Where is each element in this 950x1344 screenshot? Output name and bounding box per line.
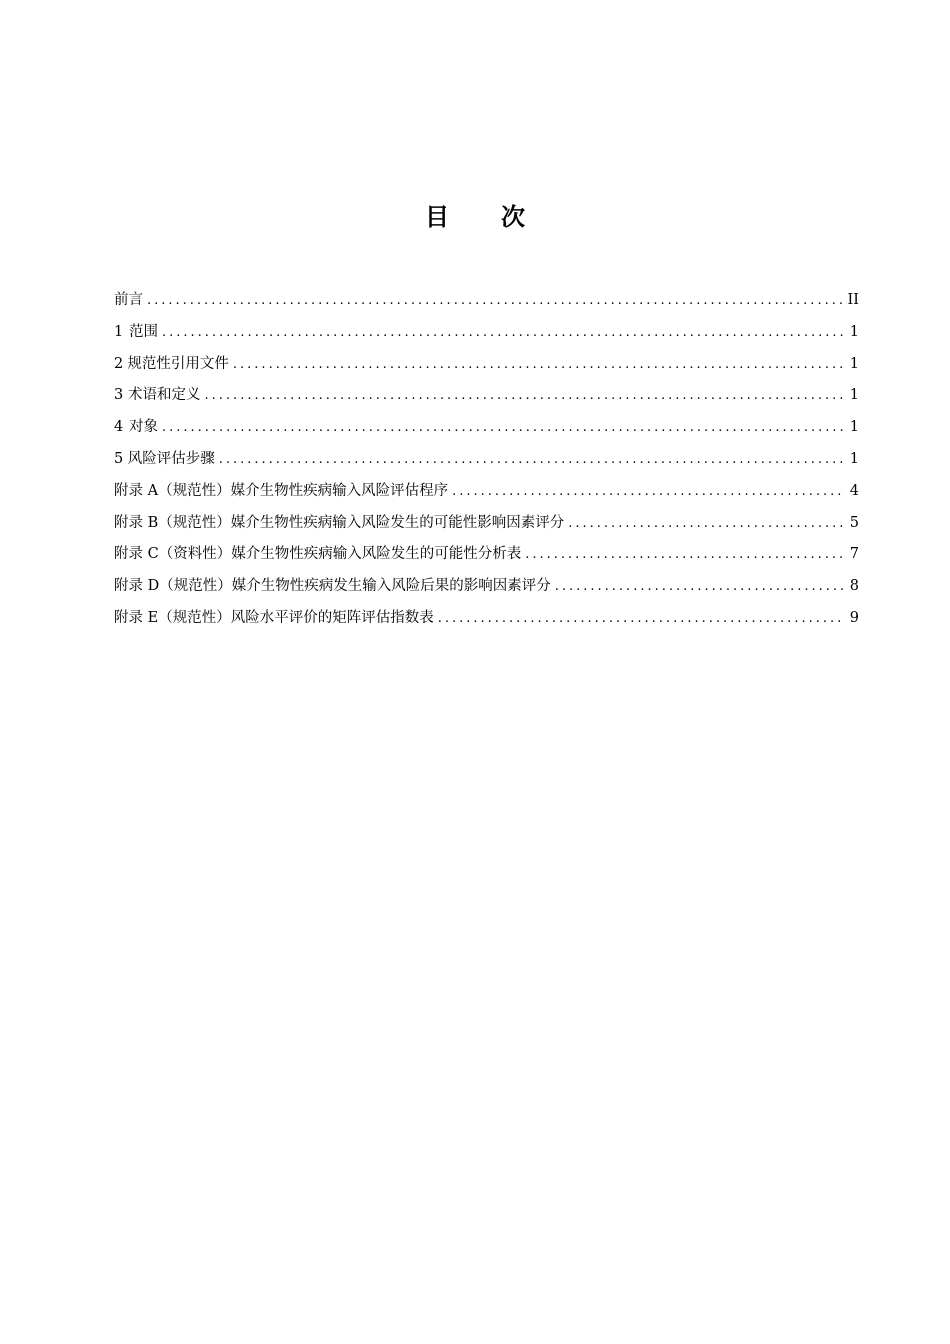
toc-page-number: 5	[849, 514, 859, 531]
toc-leader-dots	[205, 380, 845, 412]
toc-entry-text: 风险评估步骤	[127, 450, 215, 467]
toc-appendix-label: 附录 A（规范性）	[114, 482, 231, 499]
toc-page-number: 1	[849, 387, 859, 404]
toc-entry-number: 2	[114, 355, 124, 372]
toc-entry-text: 前言	[114, 292, 143, 308]
toc-entry-text: 媒介生物性疾病输入风险发生的可能性影响因素评分	[230, 514, 565, 531]
toc-entry-text: 规范性引用文件	[127, 355, 229, 372]
toc-page-number: 1	[849, 355, 859, 372]
toc-entry-foreword[interactable]	[114, 285, 859, 317]
toc-entry-text: 媒介生物性疾病输入风险发生的可能性分析表	[231, 546, 522, 563]
toc-entry-number: 3	[114, 387, 124, 404]
toc-entry-4[interactable]	[114, 412, 859, 444]
toc-entry-number: 4	[114, 419, 124, 436]
toc-leader-dots	[219, 444, 845, 476]
toc-page-number: 1	[849, 450, 859, 467]
toc-entry-appendix-b[interactable]	[114, 508, 859, 540]
toc-entry-text: 术语和定义	[128, 387, 201, 404]
toc-entry-text: 媒介生物性疾病输入风险评估程序	[230, 482, 449, 499]
toc-leader-dots	[555, 571, 845, 603]
page-title	[0, 200, 950, 234]
toc-appendix-label: 附录 B（规范性）	[114, 514, 231, 531]
toc-appendix-label: 附录 C（资料性）	[114, 546, 232, 563]
toc-page-number: 1	[849, 323, 859, 340]
toc-entry-text: 媒介生物性疾病发生输入风险后果的影响因素评分	[231, 578, 551, 595]
toc-appendix-label: 附录 E（规范性）	[114, 609, 231, 626]
toc-entry-5[interactable]	[114, 444, 859, 476]
toc-entry-text: 风险水平评价的矩阵评估指数表	[230, 609, 434, 626]
toc-entry-appendix-d[interactable]	[114, 571, 859, 603]
toc-leader-dots	[147, 285, 844, 317]
toc-leader-dots	[568, 508, 845, 540]
toc-leader-dots	[162, 317, 845, 349]
toc-page-number: 8	[849, 578, 859, 595]
toc-entry-number: 1	[114, 323, 124, 340]
toc-page-number: 1	[849, 419, 859, 436]
toc-entry-appendix-c[interactable]	[114, 539, 859, 571]
toc-leader-dots	[525, 539, 845, 571]
title-char-left: 目	[425, 203, 449, 231]
toc-entry-text: 范围	[128, 323, 158, 340]
toc-entry-3[interactable]	[114, 380, 859, 412]
toc-entry-appendix-e[interactable]	[114, 603, 859, 635]
toc-leader-dots	[162, 412, 845, 444]
table-of-contents	[114, 285, 859, 635]
toc-entry-text: 对象	[128, 419, 158, 436]
toc-page-number: 4	[849, 482, 859, 499]
toc-entry-1[interactable]	[114, 317, 859, 349]
toc-leader-dots	[452, 476, 845, 508]
toc-appendix-label: 附录 D（规范性）	[114, 578, 232, 595]
title-char-right: 次	[501, 203, 525, 231]
toc-leader-dots	[438, 603, 845, 635]
toc-page-number: II	[847, 292, 859, 308]
toc-page-number: 9	[849, 609, 859, 626]
toc-entry-number: 5	[114, 450, 124, 467]
toc-leader-dots	[233, 349, 845, 381]
toc-entry-appendix-a[interactable]	[114, 476, 859, 508]
toc-page-number: 7	[849, 546, 859, 563]
toc-entry-2[interactable]	[114, 349, 859, 381]
